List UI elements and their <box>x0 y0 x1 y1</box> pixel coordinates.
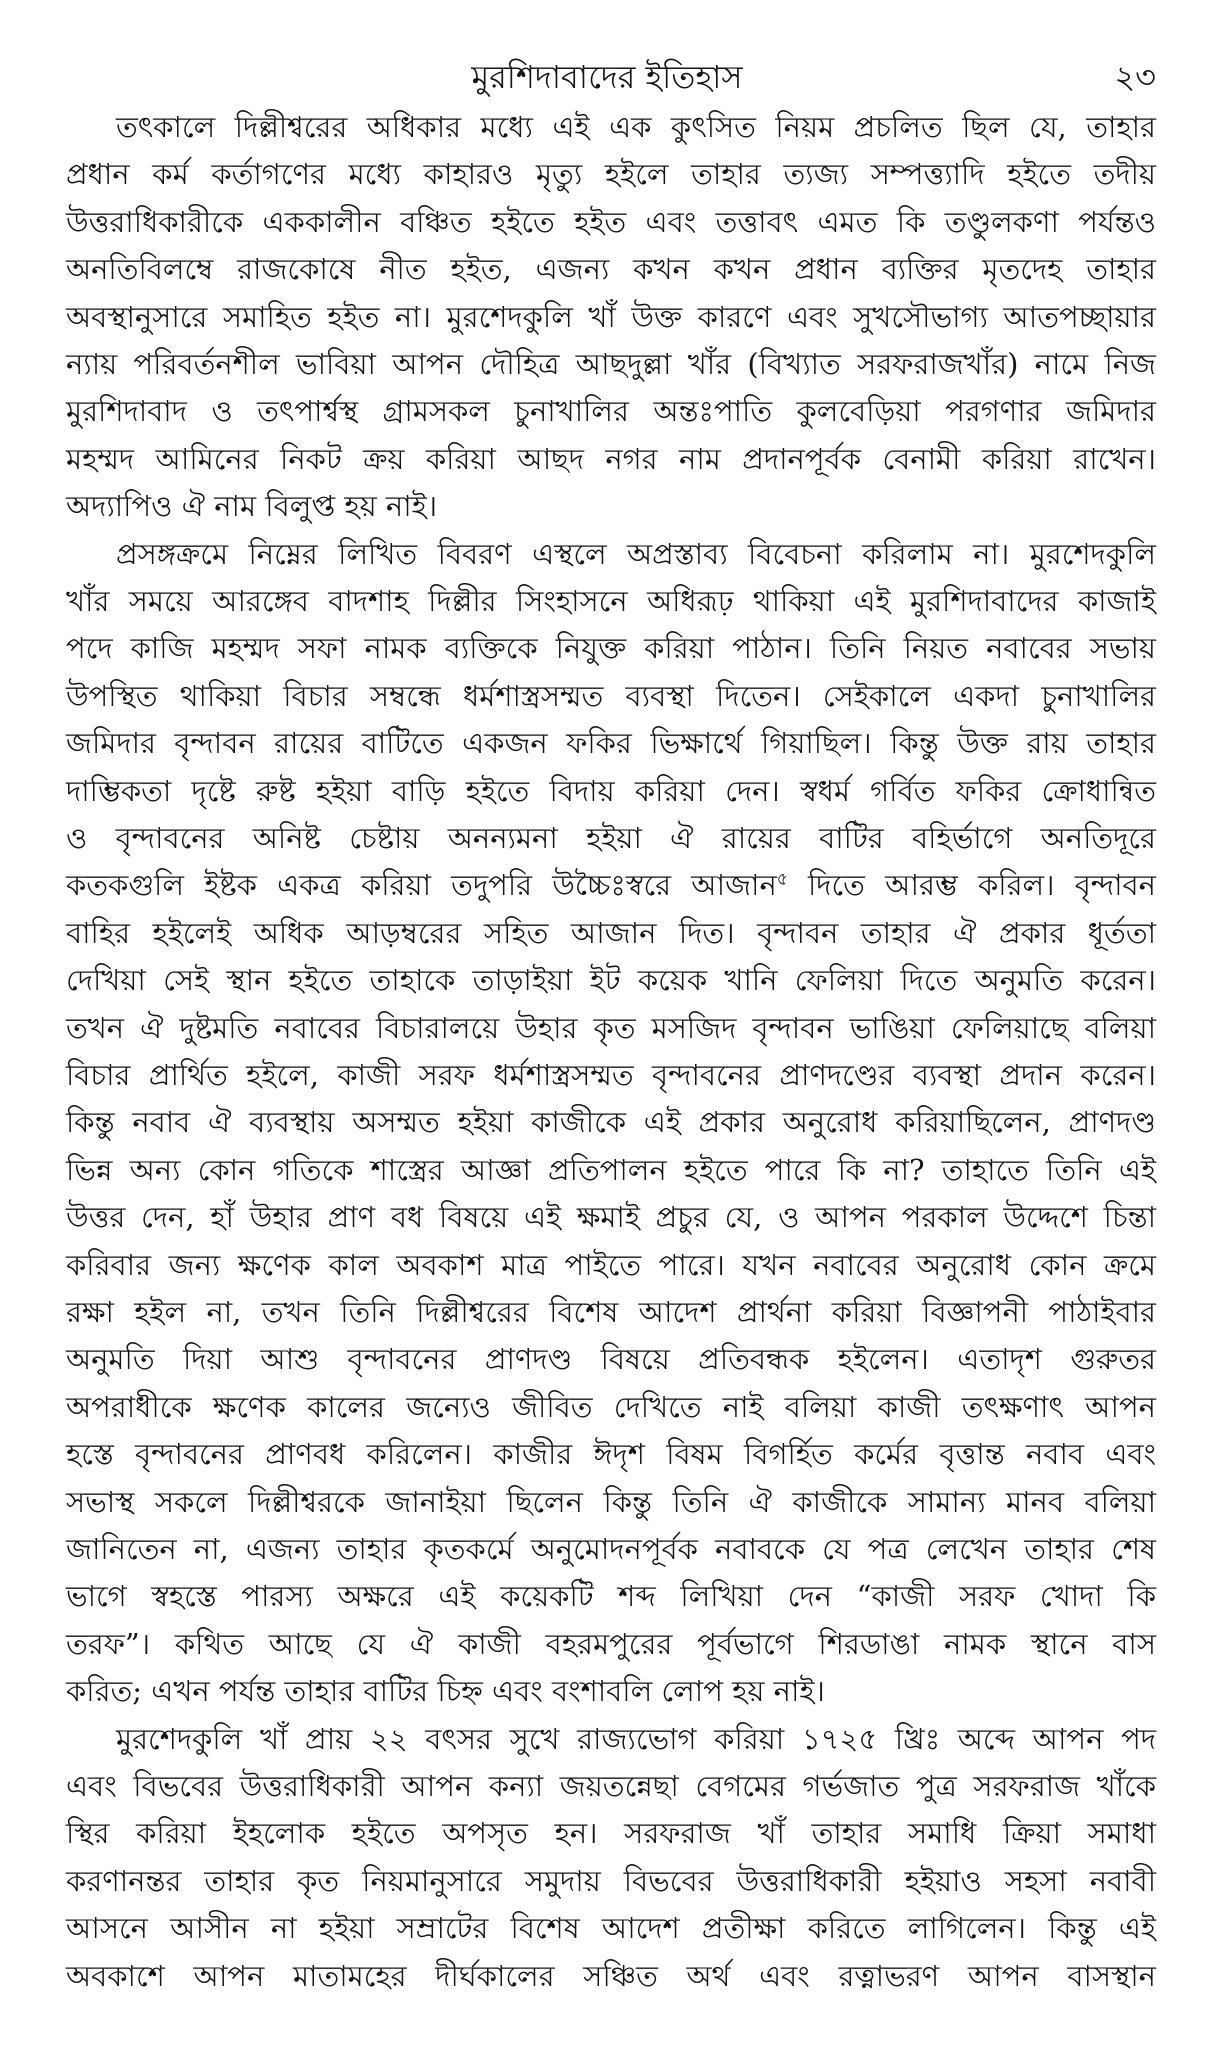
text-line: সভাস্থ সকলে দিল্লীশ্বরকে জানাইয়া ছিলেন কিন্তু তিনি ঐ কাজীকে সামান্য মানব বলিয়া <box>66 1484 1156 1519</box>
text-line: তৎকালে দিল্লীশ্বরের অধিকার মধ্যে এই এক কুৎসিত নিয়ম প্রচলিত ছিল যে, তাহার <box>116 110 1156 144</box>
text-line: জমিদার বৃন্দাবন রায়ের বাটিতে একজন ফকির ভিক্ষার্থে গিয়াছিল। কিন্তু উক্ত রায় তাহার <box>66 726 1156 761</box>
text-line: দেখিয়া সেই স্থান হইতে তাহাকে তাড়াইয়া ইট কয়েক খানি ফেলিয়া দিতে অনুমতি করেন। <box>66 963 1156 998</box>
text-line: মুরশেদকুলি খাঁ প্রায় ২২ বৎসর সুখে রাজ্যভোগ করিয়া ১৭২৫ খ্রিঃ অব্দে আপন পদ <box>116 1721 1156 1756</box>
text-line: দাম্ভিকতা দৃষ্টে রুষ্ট হইয়া বাড়ি হইতে বিদায় করিয়া দেন। স্বধর্ম গর্বিত ফকির ক্রোধান্বিত <box>66 773 1156 808</box>
text-line: উত্তর দেন, হাঁ উহার প্রাণ বধ বিষয়ে এই ক্ষমাই প্রচুর যে, ও আপন পরকাল উদ্দেশে চিন্তা <box>66 1200 1156 1235</box>
text-line: রক্ষা হইল না, তখন তিনি দিল্লীশ্বরের বিশেষ আদেশ প্রার্থনা করিয়া বিজ্ঞাপনী পাঠাইবার <box>66 1295 1156 1329</box>
text-line: অনতিবিলম্বে রাজকোষে নীত হইত, এজন্য কখন কখন প্রধান ব্যক্তির মৃতদেহ তাহার <box>66 252 1156 287</box>
text-line <box>66 862 1156 908</box>
text-line: তখন ঐ দুষ্টমতি নবাবের বিচারালয়ে উহার কৃত মসজিদ বৃন্দাবন ভাঙিয়া ফেলিয়াছে বলিয়া <box>66 1010 1156 1045</box>
text-line: পদে কাজি মহম্মদ সফা নামক ব্যক্তিকে নিযুক্ত করিয়া পাঠান। তিনি নিয়ত নবাবের সভায় <box>66 631 1156 666</box>
text-line: খাঁর সময়ে আরঙ্গেব বাদশাহ দিল্লীর সিংহাসনে অধিরূঢ় থাকিয়া এই মুরশিদাবাদের কাজাই <box>66 584 1156 618</box>
running-header-title: মুরশিদাবাদের ইতিহাস <box>471 58 743 96</box>
text-line: উপস্থিত থাকিয়া বিচার সম্বন্ধে ধর্মশাস্ত্রসম্মত ব্যবস্থা দিতেন। সেইকালে একদা চুনাখালির <box>66 678 1156 713</box>
text-line: করিবার জন্য ক্ষণেক কাল অবকাশ মাত্র পাইতে পারে। যখন নবাবের অনুরোধ কোন ক্রমে <box>66 1247 1156 1282</box>
text-line: জানিতেন না, এজন্য তাহার কৃতকর্মে অনুমোদনপূর্বক নবাবকে যে পত্র লেখেন তাহার শেষ <box>66 1532 1156 1566</box>
text-line: প্রধান কর্ম কর্তাগণের মধ্যে কাহারও মৃত্যু হইলে তাহার ত্যজ্য সম্পত্ত্যাদি হইতে তদীয় <box>66 157 1156 192</box>
text-line: করণানন্তর তাহার কৃত নিয়মানুসারে সমুদায় বিভবের উত্তরাধিকারী হইয়াও সহসা নবাবী <box>66 1863 1156 1898</box>
text-line: প্রসঙ্গক্রমে নিম্নের লিখিত বিবরণ এস্থলে অপ্রস্তাব্য বিবেচনা করিলাম না। মুরশেদকুলি <box>116 536 1156 571</box>
text-line: বিচার প্রার্থিত হইলে, কাজী সরফ ধর্মশাস্ত্রসম্মত বৃন্দাবনের প্রাণদণ্ডের ব্যবস্থা প্রদান করেন। <box>66 1058 1156 1092</box>
text-line: কিন্তু নবাব ঐ ব্যবস্থায় অসম্মত হইয়া কাজীকে এই প্রকার অনুরোধ করিয়াছিলেন, প্রাণদণ্ড <box>66 1105 1156 1140</box>
text-line: অবকাশে আপন মাতামহের দীর্ঘকালের সঞ্চিত অর্থ এবং রত্নাভরণ আপন বাসস্থান <box>66 1958 1156 1993</box>
text-line: করিত; এখন পর্যন্ত তাহার বাটির চিহ্ন এবং বংশাবলি লোপ হয় নাই। <box>66 1674 825 1709</box>
text-segment: দিতে আরম্ভ করিল। বৃন্দাবন <box>787 868 1156 903</box>
text-line: মুরশিদাবাদ ও তৎপার্শ্বস্থ গ্রামসকল চুনাখালির অন্তঃপাতি কুলবেড়িয়া পরগণার জমিদার <box>66 394 1156 429</box>
page-number: ২৩ <box>1114 58 1156 96</box>
text-line: স্থির করিয়া ইহলোক হইতে অপসৃত হন। সরফরাজ খাঁ তাহার সমাধি ক্রিয়া সমাধা <box>66 1816 1156 1851</box>
text-line: হস্তে বৃন্দাবনের প্রাণবধ করিলেন। কাজীর ঈদৃশ বিষম বিগর্হিত কর্মের বৃত্তান্ত নবাব এবং <box>66 1437 1156 1472</box>
text-line: অবস্থানুসারে সমাহিত হইত না। মুরশেদকুলি খাঁ উক্ত কারণে এবং সুখসৌভাগ্য আতপচ্ছায়ার <box>66 299 1156 334</box>
text-line: ভিন্ন অন্য কোন গতিকে শাস্ত্রের আজ্ঞা প্রতিপালন হইতে পারে কি না? তাহাতে তিনি এই <box>66 1152 1156 1187</box>
text-line: অনুমতি দিয়া আশু বৃন্দাবনের প্রাণদণ্ড বিষয়ে প্রতিবন্ধক হইলেন। এতাদৃশ গুরুতর <box>66 1342 1156 1377</box>
text-line: তরফ”। কথিত আছে যে ঐ কাজী বহরমপুরের পূর্বভাগে শিরডাঙা নামক স্থানে বাস <box>66 1626 1156 1661</box>
text-line: ন্যায় পরিবর্তনশীল ভাবিয়া আপন দৌহিত্র আছদুল্লা খাঁর (বিখ্যাত সরফরাজখাঁর) নামে নিজ <box>66 347 1156 381</box>
footnote-marker: ৫ <box>776 869 788 890</box>
text-line: মহম্মদ আমিনের নিকট ক্রয় করিয়া আছদ নগর নাম প্রদানপূর্বক বেনামী করিয়া রাখেন। <box>66 441 1156 476</box>
text-line: বাহির হইলেই অধিক আড়ম্বরের সহিত আজান দিত। বৃন্দাবন তাহার ঐ প্রকার ধূর্ততা <box>66 915 1156 950</box>
text-line: ভাগে স্বহস্তে পারস্য অক্ষরে এই কয়েকটি শব্দ লিখিয়া দেন “কাজী সরফ খোদা কি <box>66 1579 1156 1614</box>
text-line: এবং বিভবের উত্তরাধিকারী আপন কন্যা জয়তন্নেছা বেগমের গর্ভজাত পুত্র সরফরাজ খাঁকে <box>66 1769 1156 1803</box>
text-line: উত্তরাধিকারীকে এককালীন বঞ্চিত হইতে হইত এবং তত্তাবৎ এমত কি তণ্ডুলকণা পর্যন্তও <box>66 204 1156 239</box>
text-line: আসনে আসীন না হইয়া সম্রাটের বিশেষ আদেশ প্রতীক্ষা করিতে লাগিলেন। কিন্তু এই <box>66 1911 1156 1946</box>
text-line: ও বৃন্দাবনের অনিষ্ট চেষ্টায় অনন্যমনা হইয়া ঐ রায়ের বাটির বহির্ভাগে অনতিদূরে <box>66 821 1156 855</box>
text-line: অপরাধীকে ক্ষণেক কালের জন্যেও জীবিত দেখিতে নাই বলিয়া কাজী তৎক্ষণাৎ আপন <box>66 1389 1156 1424</box>
text-segment: কতকগুলি ইষ্টক একত্র করিয়া তদুপরি উচ্চৈঃস্বরে আজান <box>66 868 777 903</box>
text-line: অদ্যাপিও ঐ নাম বিলুপ্ত হয় নাই। <box>66 489 438 524</box>
